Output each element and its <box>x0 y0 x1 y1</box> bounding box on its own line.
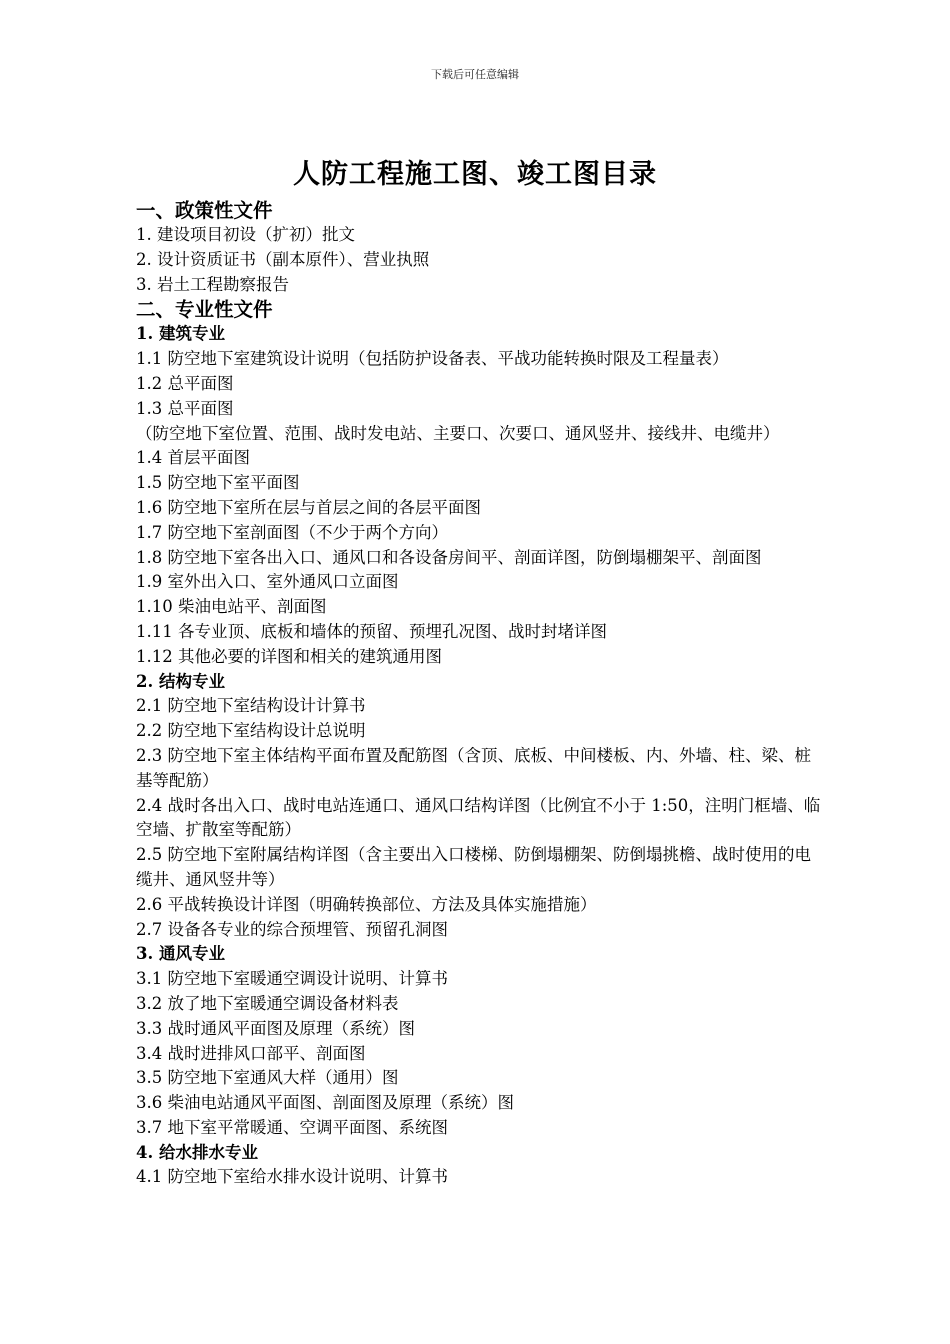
subsection-heading-structure: 2. 结构专业 <box>136 671 225 691</box>
list-item: 1.7 防空地下室剖面图（不少于两个方向） <box>136 522 448 542</box>
list-item: 3.3 战时通风平面图及原理（系统）图 <box>136 1018 415 1038</box>
list-item: 2.1 防空地下室结构设计计算书 <box>136 696 366 716</box>
list-item: 1.4 首层平面图 <box>136 448 250 468</box>
list-item: 2.4 战时各出入口、战时电站连通口、通风口结构详图（比例宜不小于 1:50，注明门框墙、临空墙、扩散室等配筋） <box>136 795 821 840</box>
document-body <box>136 198 826 1190</box>
list-item: 4.1 防空地下室给水排水设计说明、计算书 <box>136 1167 448 1187</box>
subsection-heading-plumbing: 4. 给水排水专业 <box>136 1142 258 1162</box>
list-item: 1.8 防空地下室各出入口、通风口和各设备房间平、剖面详图，防倒塌棚架平、剖面图 <box>136 547 762 567</box>
list-item: 3.5 防空地下室通风大样（通用）图 <box>136 1068 399 1088</box>
list-item: 1.5 防空地下室平面图 <box>136 473 300 493</box>
list-item: 3.2 放了地下室暖通空调设备材料表 <box>136 993 399 1013</box>
list-item: 1.11 各专业顶、底板和墙体的预留、预埋孔况图、战时封堵详图 <box>136 621 607 641</box>
list-item: 1.1 防空地下室建筑设计说明（包括防护设备表、平战功能转换时限及工程量表） <box>136 349 729 369</box>
list-item: 1. 建设项目初设（扩初）批文 <box>136 225 355 244</box>
list-item: 2.7 设备各专业的综合预埋管、预留孔洞图 <box>136 919 448 939</box>
list-item: 2. 设计资质证书（副本原件）、营业执照 <box>136 249 430 269</box>
list-item: 3.6 柴油电站通风平面图、剖面图及原理（系统）图 <box>136 1093 514 1113</box>
list-item: 3.4 战时进排风口部平、剖面图 <box>136 1043 366 1063</box>
header-note: 下载后可任意编辑 <box>431 68 519 81</box>
list-item: 1.6 防空地下室所在层与首层之间的各层平面图 <box>136 497 481 517</box>
list-item: 2.3 防空地下室主体结构平面布置及配筋图（含顶、底板、中间楼板、内、外墙、柱、梁、桩基等配筋） <box>136 745 811 790</box>
list-item: 1.12 其他必要的详图和相关的建筑通用图 <box>136 646 442 666</box>
list-item: 2.2 防空地下室结构设计总说明 <box>136 721 366 741</box>
list-item: 2.6 平战转换设计详图（明确转换部位、方法及具体实施措施） <box>136 894 597 914</box>
list-item: 3.1 防空地下室暖通空调设计说明、计算书 <box>136 969 448 989</box>
subsection-heading-architecture: 1. 建筑专业 <box>136 324 225 344</box>
list-item: （防空地下室位置、范围、战时发电站、主要口、次要口、通风竖井、接线井、电缆井） <box>136 423 780 443</box>
list-item: 1.3 总平面图 <box>136 398 234 418</box>
list-item: 1.10 柴油电站平、剖面图 <box>136 597 327 617</box>
section-heading-professional: 二、专业性文件 <box>136 298 273 322</box>
list-item: 1.9 室外出入口、室外通风口立面图 <box>136 572 399 592</box>
subsection-heading-ventilation: 3. 通风专业 <box>136 944 225 964</box>
list-item: 1.2 总平面图 <box>136 373 234 393</box>
document-title: 人防工程施工图、竣工图目录 <box>293 159 657 190</box>
list-item: 2.5 防空地下室附属结构详图（含主要出入口楼梯、防倒塌棚架、防倒塌挑檐、战时使用的电缆井、通风竖井等） <box>136 845 811 889</box>
list-item: 3.7 地下室平常暖通、空调平面图、系统图 <box>136 1117 448 1137</box>
list-item: 3. 岩土工程勘察报告 <box>136 274 289 294</box>
section-heading-policy: 一、政策性文件 <box>136 199 273 222</box>
